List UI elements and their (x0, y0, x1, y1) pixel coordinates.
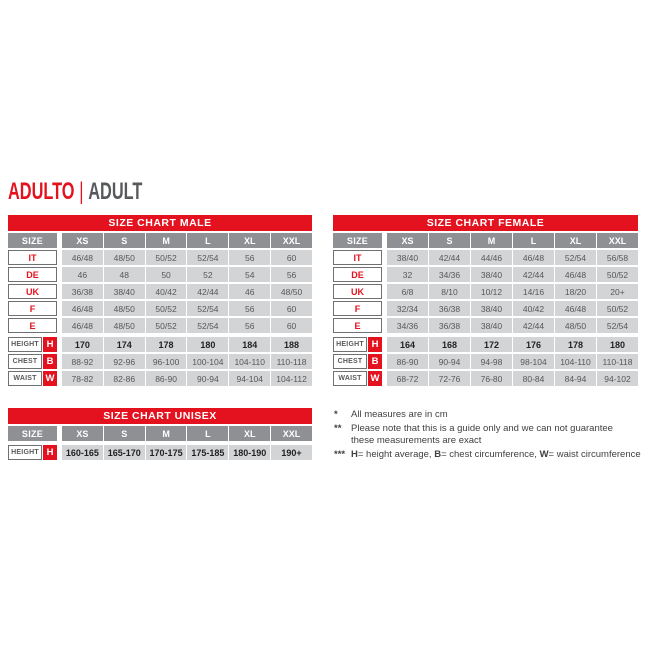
measure-value-cell: 104-110 (229, 354, 270, 369)
row-group-spacer (8, 333, 312, 335)
measure-label-cell: CHEST (8, 354, 42, 369)
size-header-wrap (333, 233, 382, 248)
measure-value-cell: 76-80 (471, 371, 512, 386)
size-value-cell: 44/46 (471, 250, 512, 265)
footnote (334, 449, 643, 462)
size-value-cell: 40/42 (146, 284, 187, 299)
column-header-cell: L (513, 233, 554, 248)
measure-value-cell: 160-165 (62, 445, 103, 460)
measure-value-cells (62, 354, 312, 369)
measure-value-cells (387, 337, 638, 352)
measure-value-cell: 86-90 (146, 371, 187, 386)
size-value-cell: 48/50 (104, 250, 145, 265)
measure-value-cells (387, 371, 638, 386)
page-title-primary: ADULTO (8, 178, 75, 205)
size-value-cell: 46 (229, 284, 270, 299)
column-header-cell: M (146, 426, 187, 441)
size-value-cell: 42/44 (429, 250, 470, 265)
measure-label-cell: HEIGHT (333, 337, 367, 352)
region-label-cell: F (333, 301, 382, 316)
measure-label-cell: HEIGHT (8, 445, 42, 460)
region-label-wrap (8, 267, 57, 282)
measure-value-cell: 94-102 (597, 371, 638, 386)
size-header-cell: SIZE (8, 426, 57, 441)
size-value-cell: 56 (229, 318, 270, 333)
size-value-cell: 38/40 (387, 250, 428, 265)
size-value-cell: 52/54 (187, 318, 228, 333)
measure-value-cell: 96-100 (146, 354, 187, 369)
row-group-spacer (8, 441, 312, 443)
size-value-cell: 42/44 (513, 267, 554, 282)
measure-value-cell: 88-92 (62, 354, 103, 369)
table-title-female: SIZE CHART FEMALE (333, 215, 638, 231)
size-value-cell: 36/38 (429, 318, 470, 333)
footnote-marker: * (334, 409, 338, 420)
measure-label-cell: HEIGHT (8, 337, 42, 352)
measure-value-cell: 176 (513, 337, 554, 352)
region-label-wrap (8, 250, 57, 265)
size-value-cells (62, 284, 312, 299)
measure-value-cell: 98-104 (513, 354, 554, 369)
measure-label-wrap (333, 371, 382, 386)
column-header-cell: XL (229, 426, 270, 441)
measure-value-cell: 94-104 (229, 371, 270, 386)
column-header-cell: XS (62, 426, 103, 441)
size-value-cell: 48/50 (104, 318, 145, 333)
size-value-cell: 8/10 (429, 284, 470, 299)
footnote-text: H= height average, B= chest circumference, W= waist circumference (351, 448, 641, 460)
size-value-cell: 52/54 (555, 250, 596, 265)
size-value-cell: 48/50 (104, 301, 145, 316)
size-value-cell: 38/40 (104, 284, 145, 299)
size-value-cells (62, 318, 312, 333)
region-size-row (8, 267, 312, 282)
measure-row (333, 337, 638, 352)
region-size-row (333, 267, 638, 282)
size-header-cell: SIZE (8, 233, 57, 248)
measure-value-cell: 172 (471, 337, 512, 352)
measure-badge: W (43, 371, 57, 386)
measure-row (8, 371, 312, 386)
column-header-cell: S (104, 426, 145, 441)
measure-value-cell: 180-190 (229, 445, 270, 460)
size-value-cell: 42/44 (513, 318, 554, 333)
size-value-cell: 10/12 (471, 284, 512, 299)
column-header-row (8, 426, 312, 441)
measure-badge: H (43, 337, 57, 352)
size-value-cell: 6/8 (387, 284, 428, 299)
region-label-wrap (8, 318, 57, 333)
column-header-cell: XS (387, 233, 428, 248)
measure-label-wrap (8, 354, 57, 369)
size-value-cell: 38/40 (471, 318, 512, 333)
column-header-cell: L (187, 426, 228, 441)
measure-label-wrap (8, 445, 57, 460)
column-header-row (8, 233, 312, 248)
column-header-cell: XS (62, 233, 103, 248)
column-header-cell: S (104, 233, 145, 248)
table-title-unisex: SIZE CHART UNISEX (8, 408, 312, 424)
measure-label-wrap (8, 337, 57, 352)
size-value-cell: 38/40 (471, 267, 512, 282)
measure-value-cell: 178 (146, 337, 187, 352)
size-value-cell: 34/36 (387, 318, 428, 333)
measure-label-cell: WAIST (8, 371, 42, 386)
measure-value-cell: 94-98 (471, 354, 512, 369)
measure-badge: B (43, 354, 57, 369)
column-header-cell: L (187, 233, 228, 248)
measure-label-cell: WAIST (333, 371, 367, 386)
size-value-cell: 18/20 (555, 284, 596, 299)
column-header-cells (387, 233, 638, 248)
size-value-cell: 50/52 (597, 301, 638, 316)
measure-label-wrap (8, 371, 57, 386)
measure-value-cell: 190+ (271, 445, 312, 460)
region-size-row (8, 250, 312, 265)
size-value-cell: 32/34 (387, 301, 428, 316)
size-value-cell: 52/54 (187, 250, 228, 265)
region-label-wrap (333, 301, 382, 316)
measure-value-cell: 90-94 (187, 371, 228, 386)
region-label-cell: IT (333, 250, 382, 265)
size-value-cell: 48/50 (555, 318, 596, 333)
footnote-marker: ** (334, 422, 342, 434)
footnote-marker: *** (334, 448, 346, 460)
size-value-cells (387, 318, 638, 333)
size-value-cell: 50 (146, 267, 187, 282)
region-label-wrap (333, 284, 382, 299)
size-value-cell: 48 (104, 267, 145, 282)
measure-value-cell: 180 (597, 337, 638, 352)
size-value-cells (62, 301, 312, 316)
column-header-cell: S (429, 233, 470, 248)
measure-value-cell: 68-72 (387, 371, 428, 386)
page-title (8, 179, 142, 204)
measure-label-wrap (333, 337, 382, 352)
size-value-cell: 14/16 (513, 284, 554, 299)
size-value-cells (387, 267, 638, 282)
region-size-row (333, 318, 638, 333)
measure-value-cell: 164 (387, 337, 428, 352)
column-header-cell: XXL (597, 233, 638, 248)
size-value-cell: 34/36 (429, 267, 470, 282)
size-value-cell: 46/48 (62, 318, 103, 333)
measure-badge: B (368, 354, 382, 369)
page-title-secondary: ADULT (88, 178, 143, 205)
measure-value-cell: 170-175 (146, 445, 187, 460)
size-value-cell: 50/52 (597, 267, 638, 282)
measure-value-cell: 110-118 (597, 354, 638, 369)
size-value-cell: 60 (271, 318, 312, 333)
size-value-cells (387, 284, 638, 299)
measure-value-cell: 104-110 (555, 354, 596, 369)
measure-row (333, 371, 638, 386)
region-label-cell: UK (8, 284, 57, 299)
measure-value-cells (62, 371, 312, 386)
size-value-cell: 40/42 (513, 301, 554, 316)
size-value-cell: 46/48 (513, 250, 554, 265)
size-value-cell: 38/40 (471, 301, 512, 316)
size-value-cells (387, 301, 638, 316)
region-label-cell: E (333, 318, 382, 333)
column-header-cell: M (146, 233, 187, 248)
region-label-cell: F (8, 301, 57, 316)
size-value-cell: 56 (271, 267, 312, 282)
measure-value-cell: 170 (62, 337, 103, 352)
measure-value-cell: 178 (555, 337, 596, 352)
measure-value-cell: 188 (271, 337, 312, 352)
region-label-wrap (333, 318, 382, 333)
region-label-cell: DE (333, 267, 382, 282)
measure-badge: W (368, 371, 382, 386)
measure-row (8, 337, 312, 352)
size-value-cell: 50/52 (146, 318, 187, 333)
table-title-male: SIZE CHART MALE (8, 215, 312, 231)
size-value-cell: 36/38 (62, 284, 103, 299)
region-label-wrap (8, 301, 57, 316)
region-label-cell: DE (8, 267, 57, 282)
size-chart-unisex-table (8, 408, 312, 460)
column-header-cell: XXL (271, 233, 312, 248)
measure-value-cell: 80-84 (513, 371, 554, 386)
column-header-cells (62, 233, 312, 248)
size-value-cell: 54 (229, 267, 270, 282)
measure-label-cell: CHEST (333, 354, 367, 369)
size-value-cell: 46 (62, 267, 103, 282)
page-title-separator: | (79, 178, 84, 205)
size-value-cell: 50/52 (146, 250, 187, 265)
region-size-row (333, 301, 638, 316)
measure-value-cell: 90-94 (429, 354, 470, 369)
measure-value-cell: 174 (104, 337, 145, 352)
size-value-cell: 52/54 (187, 301, 228, 316)
column-header-cell: XL (229, 233, 270, 248)
region-label-cell: IT (8, 250, 57, 265)
measure-value-cells (387, 354, 638, 369)
measure-value-cell: 180 (187, 337, 228, 352)
size-header-wrap (8, 233, 57, 248)
size-chart-female-table (333, 215, 638, 386)
size-value-cells (62, 250, 312, 265)
region-size-row (8, 301, 312, 316)
measure-value-cell: 110-118 (271, 354, 312, 369)
measure-value-cell: 100-104 (187, 354, 228, 369)
size-value-cell: 20+ (597, 284, 638, 299)
size-header-cell: SIZE (333, 233, 382, 248)
region-label-wrap (333, 250, 382, 265)
footnote (334, 409, 643, 422)
region-label-wrap (333, 267, 382, 282)
size-value-cell: 48/50 (271, 284, 312, 299)
measure-label-wrap (333, 354, 382, 369)
region-size-row (8, 284, 312, 299)
size-value-cell: 36/38 (429, 301, 470, 316)
row-group-spacer (333, 333, 638, 335)
size-value-cell: 56/58 (597, 250, 638, 265)
footnote-text: Please note that this is a guide only and we can not guarantee these measurements are exact (351, 422, 613, 446)
measure-value-cell: 184 (229, 337, 270, 352)
region-size-row (333, 250, 638, 265)
column-header-cell: M (471, 233, 512, 248)
column-header-cell: XXL (271, 426, 312, 441)
measure-badge: H (368, 337, 382, 352)
footnote (334, 423, 643, 448)
column-header-row (333, 233, 638, 248)
region-label-wrap (8, 284, 57, 299)
size-value-cell: 60 (271, 301, 312, 316)
measure-value-cell: 104-112 (271, 371, 312, 386)
measure-row (333, 354, 638, 369)
size-value-cell: 52 (187, 267, 228, 282)
size-value-cell: 50/52 (146, 301, 187, 316)
column-header-cells (62, 426, 312, 441)
measure-value-cell: 175-185 (187, 445, 228, 460)
region-size-row (8, 318, 312, 333)
size-value-cell: 32 (387, 267, 428, 282)
size-value-cell: 56 (229, 301, 270, 316)
size-value-cell: 46/48 (555, 301, 596, 316)
size-value-cell: 52/54 (597, 318, 638, 333)
size-chart-male-table (8, 215, 312, 386)
footnotes (334, 409, 643, 462)
measure-value-cell: 165-170 (104, 445, 145, 460)
column-header-cell: XL (555, 233, 596, 248)
measure-value-cell: 82-86 (104, 371, 145, 386)
region-label-cell: UK (333, 284, 382, 299)
size-value-cell: 46/48 (555, 267, 596, 282)
size-value-cells (387, 250, 638, 265)
measure-value-cell: 78-82 (62, 371, 103, 386)
measure-value-cell: 86-90 (387, 354, 428, 369)
region-label-cell: E (8, 318, 57, 333)
size-value-cell: 60 (271, 250, 312, 265)
size-value-cell: 46/48 (62, 250, 103, 265)
measure-value-cell: 72-76 (429, 371, 470, 386)
size-header-wrap (8, 426, 57, 441)
footnote-text: All measures are in cm (351, 409, 448, 420)
measure-value-cell: 92-96 (104, 354, 145, 369)
measure-value-cells (62, 445, 312, 460)
measure-value-cell: 168 (429, 337, 470, 352)
measure-value-cell: 84-94 (555, 371, 596, 386)
measure-row (8, 354, 312, 369)
size-value-cell: 56 (229, 250, 270, 265)
size-value-cells (62, 267, 312, 282)
measure-badge: H (43, 445, 57, 460)
size-value-cell: 46/48 (62, 301, 103, 316)
size-value-cell: 42/44 (187, 284, 228, 299)
region-size-row (333, 284, 638, 299)
measure-value-cells (62, 337, 312, 352)
measure-row (8, 445, 312, 460)
